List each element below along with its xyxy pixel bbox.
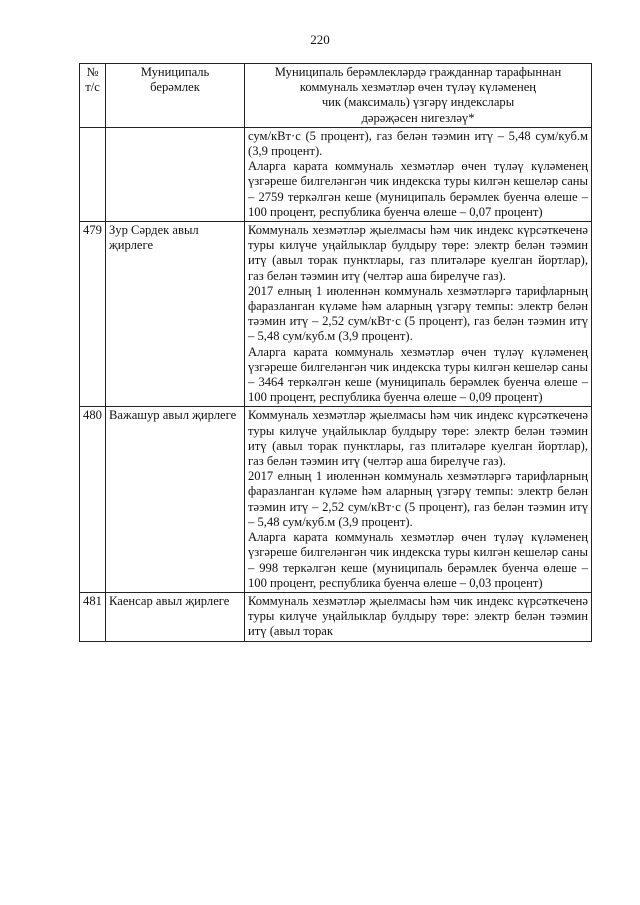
table-row-continuation xyxy=(80,127,592,221)
description-paragraph: Аларга карата коммуналь хезмәтләр өчен түләү күләменең үзгәреше билгеләнгән чик индекска туры килгән кешеләр саны – 2759 теркәлгән кеше (муниципаль берәмлек буенча өлеше – 100 процент, республика буенча өлеше – 0,07 процент) xyxy=(248,159,588,219)
description-paragraph: сум/кВт·с (5 процент), газ белән тәэмин итү – 5,48 сум/куб.м (3,9 процент). xyxy=(248,128,588,159)
header-description-line: коммуналь хезмәтләр өчен түләү күләменең xyxy=(299,80,537,95)
header-description xyxy=(245,64,592,128)
cell-num: 479 xyxy=(80,222,106,407)
cell-description xyxy=(245,127,592,221)
description-paragraph: Коммуналь хезмәтләр җыелмасы һәм чик индекс күрсәткеченә туры килүче уңайлыклар булдыру төре: электр белән тәэмин итү (авыл торак пунктлары, газ плитәләре куелган йортлар), газ белән тәэмин итү (челтәр аша бирелүче газ). xyxy=(248,408,588,469)
cell-description xyxy=(245,592,592,641)
header-description-line: дәрәҗәсен нигезләү* xyxy=(361,110,475,125)
header-municipality-line: Муниципаль xyxy=(140,65,210,79)
table-row xyxy=(80,407,592,592)
description-paragraph: Коммуналь хезмәтләр җыелмасы һәм чик индекс күрсәткеченә туры килүче уңайлыклар булдыру төре: электр белән тәэмин итү (авыл торак xyxy=(248,593,588,639)
page-number: 220 xyxy=(310,32,330,47)
cell-description xyxy=(245,222,592,407)
table-header-row xyxy=(80,64,592,128)
header-description-line: чик (максималь) үзгәрү индекслары xyxy=(321,95,515,110)
description-paragraph: 2017 елның 1 июленнән коммуналь хезмәтләргә тарифларның фаразланган күләме һәм аларның үзгәрү темпы: электр белән тәэмин итү – 2,52 сум/кВт·с (5 процент), газ белән тәэмин итү – 5,48 сум/куб.м (3,9 процент). xyxy=(248,469,588,529)
description-paragraph: Аларга карата коммуналь хезмәтләр өчен түләү күләменең үзгәреше билгеләнгән чик индекска туры килгән кешеләр саны – 3464 теркәлгән кеше (муниципаль берәмлек буенча өлеше – 100 процент, республика буенча өлеше – 0,09 процент) xyxy=(248,344,588,405)
cell-municipality xyxy=(106,127,245,221)
header-num xyxy=(80,64,106,128)
header-num-line: т/с xyxy=(85,80,100,95)
header-municipality-line: берәмлек xyxy=(150,80,200,95)
table-row xyxy=(80,592,592,641)
cell-description xyxy=(245,407,592,592)
cell-municipality: Каенсар авыл җирлеге xyxy=(106,592,245,641)
cell-num xyxy=(80,127,106,221)
description-paragraph: 2017 елның 1 июленнән коммуналь хезмәтләргә тарифларның фаразланган күләме һәм аларның үзгәрү темпы: электр белән тәэмин итү – 2,52 сум/кВт·с (5 процент), газ белән тәэмин итү – 5,48 сум/куб.м (3,9 процент). xyxy=(248,283,588,344)
cell-municipality: Зур Сәрдек авыл җирлеге xyxy=(106,222,245,407)
cell-num: 481 xyxy=(80,592,106,641)
description-paragraph: Коммуналь хезмәтләр җыелмасы һәм чик индекс күрсәткеченә туры килүче уңайлыклар булдыру төре: электр белән тәэмин итү (авыл торак пунктлары, газ плитәләре куелган йортлар), газ белән тәэмин итү (челтәр аша бирелүче газ). xyxy=(248,223,588,283)
cell-municipality: Важашур авыл җирлеге xyxy=(106,407,245,592)
cell-num: 480 xyxy=(80,407,106,592)
description-paragraph: Аларга карата коммуналь хезмәтләр өчен түләү күләменең үзгәреше билгеләнгән чик индекска туры килгән кешеләр саны – 998 теркәлгән кеше (муниципаль берәмлек буенча өлеше – 100 процент, республика буенча өлеше – 0,03 процент) xyxy=(248,530,588,590)
tariff-index-table xyxy=(79,63,592,642)
table-row xyxy=(80,222,592,407)
header-municipality xyxy=(106,64,245,128)
header-num-line: № xyxy=(86,65,99,79)
header-description-line: Муниципаль берәмлекләрдә гражданнар тарафыннан xyxy=(274,65,562,79)
